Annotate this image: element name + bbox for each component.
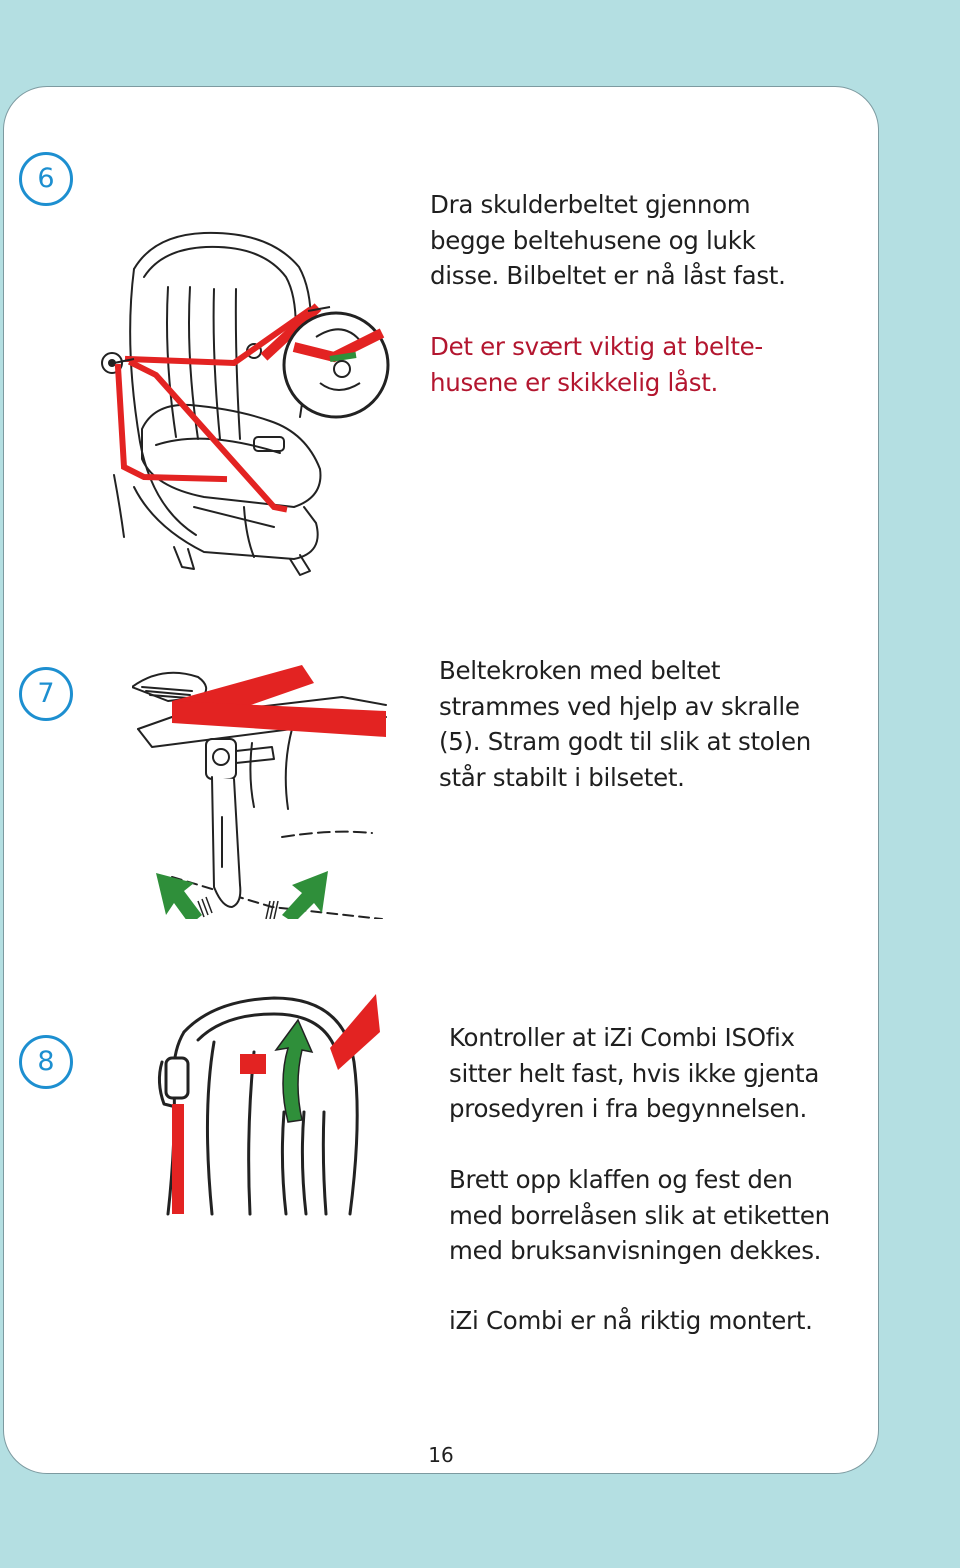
step-7-line-2: strammes ved hjelp av skralle	[439, 691, 800, 721]
step-8-line-2: sitter helt fast, hvis ikke gjenta	[449, 1058, 820, 1088]
step-8-instruction	[449, 1020, 819, 1127]
step-8-completion-line: iZi Combi er nå riktig montert.	[449, 1306, 813, 1335]
manual-page	[3, 86, 879, 1474]
step-8-number: 8	[19, 1035, 73, 1089]
step-8-flap-line-1: Brett opp klaffen og fest den	[449, 1165, 793, 1194]
step-8-line-1: Kontroller at iZi Combi ISOfix	[449, 1023, 795, 1052]
step-8-flap-line-2: med borrelåsen slik at etiketten	[449, 1200, 830, 1230]
child-car-seat-belt-routing-illustration	[94, 207, 404, 587]
step-6-instruction	[430, 187, 786, 294]
step-8-completion	[449, 1303, 813, 1339]
step-6-warning	[430, 329, 763, 400]
step-7-instruction	[439, 653, 811, 795]
step-8-line-3: prosedyren i fra begynnelsen.	[449, 1094, 808, 1123]
step-6-number: 6	[19, 152, 73, 206]
step-7-number: 7	[19, 667, 73, 721]
step-6-line-3: disse. Bilbeltet er nå låst fast.	[430, 261, 786, 290]
page-number: 16	[428, 1443, 454, 1467]
step-6-warning-line-2: husene er skikkelig låst.	[430, 367, 718, 397]
step-8-flap-line-3: med bruksanvisningen dekkes.	[449, 1236, 822, 1265]
step-6-line-2: begge beltehusene og lukk	[430, 225, 756, 255]
seat-side-flap-illustration	[154, 992, 384, 1217]
step-7-line-3: (5). Stram godt til slik at stolen	[439, 727, 812, 756]
step-6-line-1: Dra skulderbeltet gjennom	[430, 190, 751, 219]
ratchet-tightening-illustration	[132, 657, 392, 919]
step-8-flap-instruction	[449, 1162, 830, 1269]
step-7-line-1: Beltekroken med beltet	[439, 656, 721, 685]
step-7-line-4: står stabilt i bilsetet.	[439, 762, 685, 792]
step-6-warning-line-1: Det er svært viktig at belte-	[430, 332, 763, 361]
